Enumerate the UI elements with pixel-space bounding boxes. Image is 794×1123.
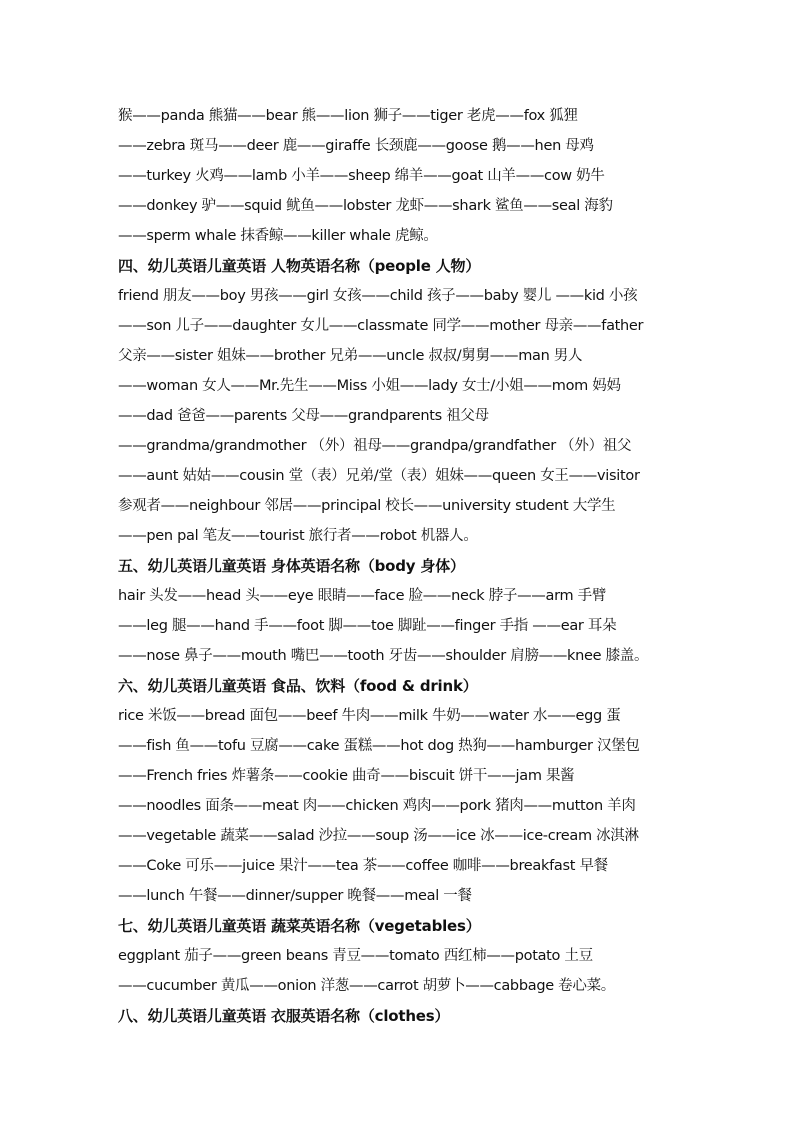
text-line: eggplant 茄子——green beans 青豆——tomato 西红柿——potato 土豆 (118, 948, 593, 964)
text-line: ——dad 爸爸——parents 父母——grandparents 祖父母 (118, 408, 489, 424)
section-heading: 六、幼儿英语儿童英语 食品、饮料（food & drink） (118, 677, 478, 695)
text-line: ——vegetable 蔬菜——salad 沙拉——soup 汤——ice 冰——ice-cream 冰淇淋 (118, 828, 639, 844)
text-line: ——French fries 炸薯条——cookie 曲奇——biscuit 饼干——jam 果酱 (118, 768, 575, 784)
text-line: ——cucumber 黄瓜——onion 洋葱——carrot 胡萝卜——cabbage 卷心菜。 (118, 978, 615, 994)
text-line: ——pen pal 笔友——tourist 旅行者——robot 机器人。 (118, 528, 478, 544)
people-section (118, 251, 718, 551)
text-line: ——fish 鱼——tofu 豆腐——cake 蛋糕——hot dog 热狗——hamburger 汉堡包 (118, 738, 640, 754)
text-line: ——woman 女人——Mr.先生——Miss 小姐——lady 女士/小姐——mom 妈妈 (118, 378, 621, 394)
text-line: ——lunch 午餐——dinner/supper 晚餐——meal 一餐 (118, 888, 472, 904)
text-line: ——noodles 面条——meat 肉——chicken 鸡肉——pork 猪肉——mutton 羊肉 (118, 798, 636, 814)
text-line: ——grandma/grandmother （外）祖母——grandpa/grandfather （外）祖父 (118, 438, 632, 454)
vegetables-section (118, 911, 718, 1001)
food-section (118, 671, 718, 911)
text-line: ——leg 腿——hand 手——foot 脚——toe 脚趾——finger 手指 ——ear 耳朵 (118, 618, 617, 634)
text-line: hair 头发——head 头——eye 眼睛——face 脸——neck 脖子——arm 手臂 (118, 588, 607, 604)
animals-section (118, 101, 718, 251)
text-line: rice 米饭——bread 面包——beef 牛肉——milk 牛奶——water 水——egg 蛋 (118, 708, 621, 724)
text-line: ——son 儿子——daughter 女儿——classmate 同学——mother 母亲——father (118, 318, 644, 334)
text-line: ——sperm whale 抹香鲸——killer whale 虎鲸。 (118, 228, 438, 244)
text-line: ——donkey 驴——squid 鱿鱼——lobster 龙虾——shark 鲨鱼——seal 海豹 (118, 198, 613, 214)
text-line: 父亲——sister 姐妹——brother 兄弟——uncle 叔叔/舅舅——man 男人 (118, 348, 583, 364)
text-line: 猴——panda 熊猫——bear 熊——lion 狮子——tiger 老虎——fox 狐狸 (118, 108, 578, 124)
text-line: 参观者——neighbour 邻居——principal 校长——university student 大学生 (118, 498, 616, 514)
section-heading: 八、幼儿英语儿童英语 衣服英语名称（clothes） (118, 1007, 450, 1025)
text-line: ——turkey 火鸡——lamb 小羊——sheep 绵羊——goat 山羊——cow 奶牛 (118, 168, 605, 184)
document-page (118, 101, 718, 1031)
section-heading: 七、幼儿英语儿童英语 蔬菜英语名称（vegetables） (118, 917, 481, 935)
text-line: ——nose 鼻子——mouth 嘴巴——tooth 牙齿——shoulder 肩膀——knee 膝盖。 (118, 648, 649, 664)
text-line: ——Coke 可乐——juice 果汁——tea 茶——coffee 咖啡——breakfast 早餐 (118, 858, 608, 874)
body-section (118, 551, 718, 671)
text-line: friend 朋友——boy 男孩——girl 女孩——child 孩子——baby 婴儿 ——kid 小孩 (118, 288, 638, 304)
section-heading: 四、幼儿英语儿童英语 人物英语名称（people 人物） (118, 257, 481, 275)
text-line: ——aunt 姑姑——cousin 堂（表）兄弟/堂（表）姐妹——queen 女王——visitor (118, 468, 640, 484)
section-heading: 五、幼儿英语儿童英语 身体英语名称（body 身体） (118, 557, 465, 575)
clothes-section (118, 1001, 718, 1031)
text-line: ——zebra 斑马——deer 鹿——giraffe 长颈鹿——goose 鹅——hen 母鸡 (118, 138, 594, 154)
